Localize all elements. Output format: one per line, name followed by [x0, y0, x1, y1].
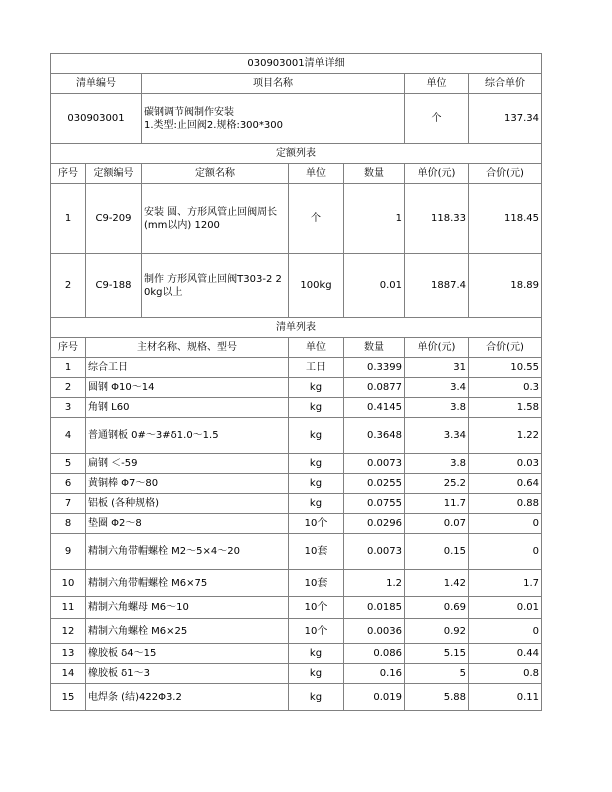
- material-qty: 0.0755: [344, 494, 405, 514]
- material-unit-price: 0.07: [405, 514, 469, 534]
- material-qty: 0.0036: [344, 619, 405, 644]
- material-seq: 1: [51, 358, 86, 378]
- material-row: [51, 398, 542, 418]
- quota-unit-header: 单位: [289, 164, 344, 184]
- material-unit: kg: [289, 494, 344, 514]
- material-unit: kg: [289, 398, 344, 418]
- material-unit-price: 3.34: [405, 418, 469, 454]
- material-unit-price: 5.15: [405, 644, 469, 664]
- material-name-header: 主材名称、规格、型号: [86, 338, 289, 358]
- material-unit: kg: [289, 418, 344, 454]
- material-qty: 0.0185: [344, 597, 405, 619]
- quota-seq: 1: [51, 184, 86, 254]
- material-qty: 0.0073: [344, 534, 405, 570]
- material-qty: 0.0877: [344, 378, 405, 398]
- material-seq: 11: [51, 597, 86, 619]
- material-unit-price: 3.4: [405, 378, 469, 398]
- bill-row: [51, 94, 542, 144]
- material-section-title: 清单列表: [51, 318, 542, 338]
- material-name: 精制六角带帽螺栓 M2～5×4～20: [86, 534, 289, 570]
- material-name: 橡胶板 δ4～15: [86, 644, 289, 664]
- bill-name: [142, 94, 405, 144]
- bill-unit: 个: [405, 94, 469, 144]
- material-unit-price: 5.88: [405, 684, 469, 711]
- material-qty: 0.0073: [344, 454, 405, 474]
- material-unit: 10个: [289, 514, 344, 534]
- material-total: 0.64: [469, 474, 542, 494]
- material-seq: 13: [51, 644, 86, 664]
- quota-section-title: 定额列表: [51, 144, 542, 164]
- material-header-row: [51, 338, 542, 358]
- material-row: [51, 358, 542, 378]
- material-unit-price-header: 单价(元): [405, 338, 469, 358]
- material-total: 0.3: [469, 378, 542, 398]
- material-seq: 5: [51, 454, 86, 474]
- quota-total-header: 合价(元): [469, 164, 542, 184]
- material-total: 0.01: [469, 597, 542, 619]
- material-name: 精制六角螺栓 M6×25: [86, 619, 289, 644]
- material-unit-price: 3.8: [405, 398, 469, 418]
- bill-name-line1: 碳钢调节阀制作安装: [144, 106, 234, 118]
- material-unit-price: 0.15: [405, 534, 469, 570]
- material-seq: 6: [51, 474, 86, 494]
- material-row: [51, 494, 542, 514]
- material-row: [51, 534, 542, 570]
- material-unit-header: 单位: [289, 338, 344, 358]
- material-qty: 0.3399: [344, 358, 405, 378]
- quota-total: 118.45: [469, 184, 542, 254]
- material-seq: 9: [51, 534, 86, 570]
- material-name: 角钢 L60: [86, 398, 289, 418]
- material-unit: 工日: [289, 358, 344, 378]
- bill-name-line2: 1.类型:止回阀2.规格:300*300: [144, 119, 283, 131]
- bill-price-header: 综合单价: [469, 74, 542, 94]
- material-total: 0.44: [469, 644, 542, 664]
- material-unit: 10套: [289, 570, 344, 597]
- material-unit-price: 5: [405, 664, 469, 684]
- material-total: 0: [469, 514, 542, 534]
- material-qty: 0.0255: [344, 474, 405, 494]
- material-name: 电焊条 (结)422Φ3.2: [86, 684, 289, 711]
- quota-name: 安装 圆、方形风管止回阀周长(mm以内) 1200: [142, 184, 289, 254]
- quota-unit-price: 1887.4: [405, 254, 469, 318]
- quota-row: [51, 184, 542, 254]
- material-seq: 4: [51, 418, 86, 454]
- material-seq: 8: [51, 514, 86, 534]
- bill-price: 137.34: [469, 94, 542, 144]
- material-total: 10.55: [469, 358, 542, 378]
- quota-unit-price-header: 单价(元): [405, 164, 469, 184]
- quota-qty: 1: [344, 184, 405, 254]
- bill-name-header: 项目名称: [142, 74, 405, 94]
- quota-unit: 个: [289, 184, 344, 254]
- quota-qty: 0.01: [344, 254, 405, 318]
- material-qty: 1.2: [344, 570, 405, 597]
- material-unit: 10个: [289, 597, 344, 619]
- material-seq: 15: [51, 684, 86, 711]
- material-qty: 0.019: [344, 684, 405, 711]
- material-qty: 0.16: [344, 664, 405, 684]
- material-total: 0: [469, 619, 542, 644]
- bill-detail-sheet: [50, 53, 541, 711]
- material-unit-price: 25.2: [405, 474, 469, 494]
- quota-unit-price: 118.33: [405, 184, 469, 254]
- material-unit: kg: [289, 644, 344, 664]
- material-total: 0.03: [469, 454, 542, 474]
- material-row: [51, 619, 542, 644]
- material-unit: kg: [289, 684, 344, 711]
- material-seq: 14: [51, 664, 86, 684]
- quota-code: C9-209: [86, 184, 142, 254]
- bill-code-header: 清单编号: [51, 74, 142, 94]
- material-unit-price: 11.7: [405, 494, 469, 514]
- quota-seq-header: 序号: [51, 164, 86, 184]
- material-name: 橡胶板 δ1～3: [86, 664, 289, 684]
- material-name: 综合工日: [86, 358, 289, 378]
- quota-code-header: 定额编号: [86, 164, 142, 184]
- material-name: 垫圈 Φ2～8: [86, 514, 289, 534]
- material-row: [51, 514, 542, 534]
- material-row: [51, 570, 542, 597]
- material-seq-header: 序号: [51, 338, 86, 358]
- material-row: [51, 597, 542, 619]
- material-unit-price: 0.69: [405, 597, 469, 619]
- quota-name-header: 定额名称: [142, 164, 289, 184]
- quota-row: [51, 254, 542, 318]
- material-total: 1.58: [469, 398, 542, 418]
- material-name: 铝板 (各种规格): [86, 494, 289, 514]
- quota-total: 18.89: [469, 254, 542, 318]
- bill-detail-table: [50, 53, 542, 711]
- material-total: 0: [469, 534, 542, 570]
- quota-unit: 100kg: [289, 254, 344, 318]
- material-unit-price: 3.8: [405, 454, 469, 474]
- material-qty: 0.086: [344, 644, 405, 664]
- quota-header-row: [51, 164, 542, 184]
- bill-code: 030903001: [51, 94, 142, 144]
- material-unit: 10个: [289, 619, 344, 644]
- material-name: 精制六角螺母 M6～10: [86, 597, 289, 619]
- material-total: 0.8: [469, 664, 542, 684]
- material-seq: 2: [51, 378, 86, 398]
- material-total: 0.11: [469, 684, 542, 711]
- material-seq: 3: [51, 398, 86, 418]
- material-total: 1.7: [469, 570, 542, 597]
- material-unit-price: 0.92: [405, 619, 469, 644]
- material-name: 扁钢 ＜-59: [86, 454, 289, 474]
- material-row: [51, 474, 542, 494]
- material-name: 普通钢板 0#～3#δ1.0～1.5: [86, 418, 289, 454]
- quota-seq: 2: [51, 254, 86, 318]
- material-row: [51, 454, 542, 474]
- material-total: 1.22: [469, 418, 542, 454]
- material-name: 精制六角带帽螺栓 M6×75: [86, 570, 289, 597]
- material-name: 黄铜棒 Φ7～80: [86, 474, 289, 494]
- quota-code: C9-188: [86, 254, 142, 318]
- material-unit: kg: [289, 454, 344, 474]
- material-unit: 10套: [289, 534, 344, 570]
- material-unit: kg: [289, 378, 344, 398]
- material-row: [51, 418, 542, 454]
- bill-unit-header: 单位: [405, 74, 469, 94]
- sheet-title: 030903001清单详细: [51, 54, 542, 74]
- material-qty: 0.3648: [344, 418, 405, 454]
- material-unit: kg: [289, 664, 344, 684]
- material-seq: 12: [51, 619, 86, 644]
- material-seq: 7: [51, 494, 86, 514]
- material-unit-price: 31: [405, 358, 469, 378]
- material-row: [51, 378, 542, 398]
- bill-header-row: [51, 74, 542, 94]
- material-name: 圆钢 Φ10～14: [86, 378, 289, 398]
- material-qty: 0.4145: [344, 398, 405, 418]
- material-unit-price: 1.42: [405, 570, 469, 597]
- quota-qty-header: 数量: [344, 164, 405, 184]
- material-total: 0.88: [469, 494, 542, 514]
- material-row: [51, 664, 542, 684]
- material-row: [51, 644, 542, 664]
- material-seq: 10: [51, 570, 86, 597]
- quota-name: 制作 方形风管止回阀T303-2 20kg以上: [142, 254, 289, 318]
- material-row: [51, 684, 542, 711]
- material-unit: kg: [289, 474, 344, 494]
- material-qty: 0.0296: [344, 514, 405, 534]
- material-qty-header: 数量: [344, 338, 405, 358]
- material-total-header: 合价(元): [469, 338, 542, 358]
